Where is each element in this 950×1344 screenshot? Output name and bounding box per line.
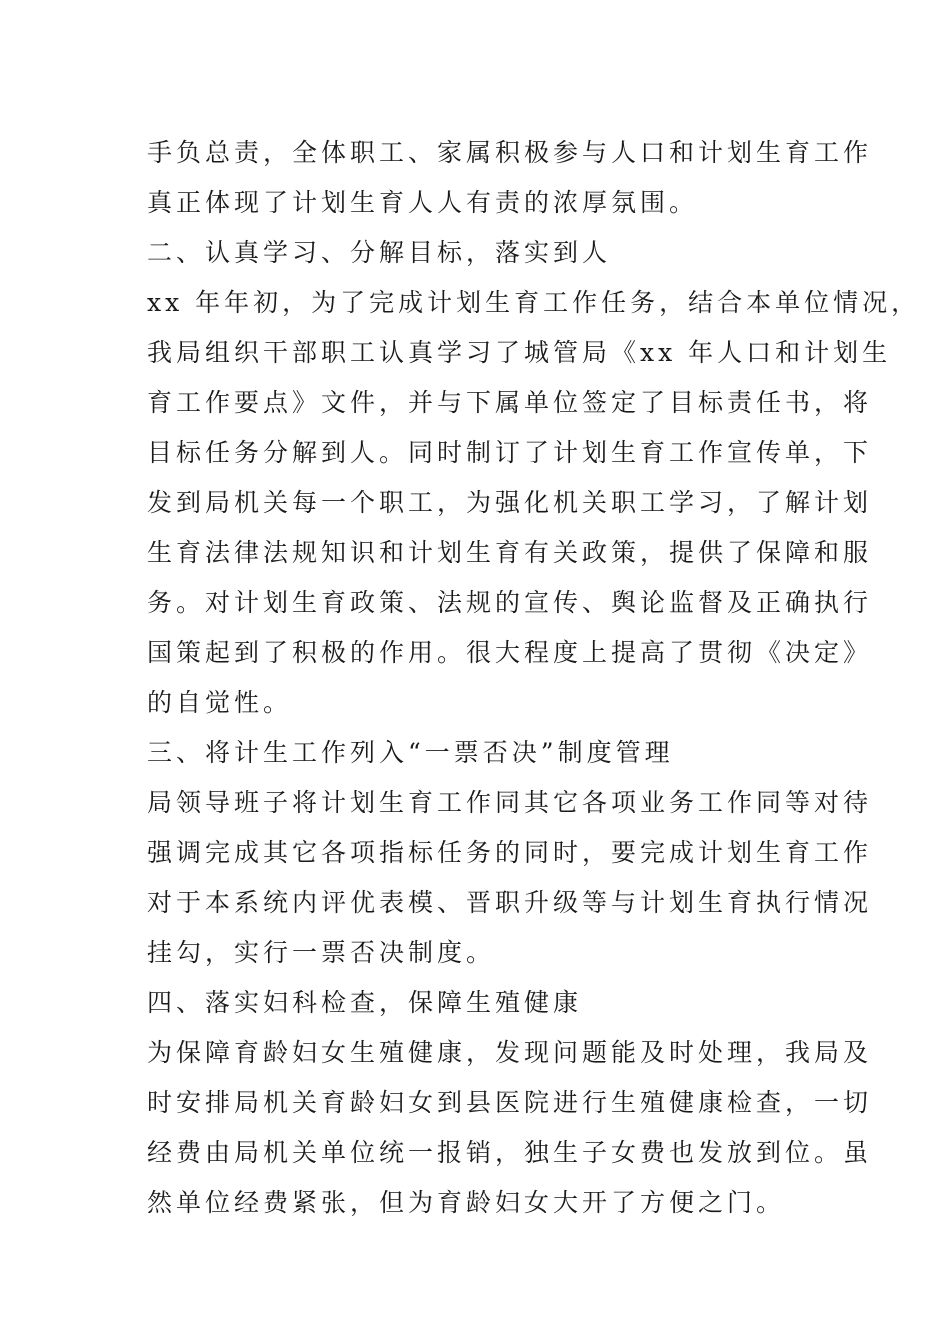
paragraph-line: 我局组织干部职工认真学习了城管局《xx 年人口和计划生 xyxy=(147,338,892,367)
paragraph-line: 时安排局机关育龄妇女到县医院进行生殖健康检查，一切 xyxy=(147,1088,873,1117)
paragraph-line: 生育法律法规知识和计划生育有关政策，提供了保障和服 xyxy=(147,538,873,567)
paragraph-line: 的自觉性。 xyxy=(147,688,293,717)
paragraph-line: 对于本系统内评优表模、晋职升级等与计划生育执行情况 xyxy=(147,888,873,917)
paragraph-line: 发到局机关每一个职工，为强化机关职工学习，了解计划 xyxy=(147,488,873,517)
section-heading: 四、落实妇科检查，保障生殖健康 xyxy=(147,988,583,1017)
section-heading: 三、将计生工作列入“一票否决”制度管理 xyxy=(147,738,674,767)
document-body xyxy=(147,128,921,1228)
paragraph-line: 育工作要点》文件，并与下属单位签定了目标责任书，将 xyxy=(147,388,873,417)
section-heading: 二、认真学习、分解目标，落实到人 xyxy=(147,238,612,267)
paragraph-line: 挂勾，实行一票否决制度。 xyxy=(147,938,496,967)
paragraph-line: 强调完成其它各项指标任务的同时，要完成计划生育工作 xyxy=(147,838,873,867)
paragraph-line: 经费由局机关单位统一报销，独生子女费也发放到位。虽 xyxy=(147,1138,873,1167)
paragraph-line: 手负总责，全体职工、家属积极参与人口和计划生育工作 xyxy=(147,138,873,167)
paragraph-line: 局领导班子将计划生育工作同其它各项业务工作同等对待 xyxy=(147,788,873,817)
paragraph-line: 真正体现了计划生育人人有责的浓厚氛围。 xyxy=(147,188,699,217)
paragraph-line: 目标任务分解到人。同时制订了计划生育工作宣传单，下 xyxy=(147,438,873,467)
paragraph-line: 国策起到了积极的作用。很大程度上提高了贯彻《决定》 xyxy=(147,638,873,667)
paragraph-line: xx 年年初，为了完成计划生育工作任务，结合本单位情况， xyxy=(147,288,921,317)
paragraph-line: 为保障育龄妇女生殖健康，发现问题能及时处理，我局及 xyxy=(147,1038,873,1067)
paragraph-line: 然单位经费紧张，但为育龄妇女大开了方便之门。 xyxy=(147,1188,786,1217)
paragraph-line: 务。对计划生育政策、法规的宣传、舆论监督及正确执行 xyxy=(147,588,873,617)
